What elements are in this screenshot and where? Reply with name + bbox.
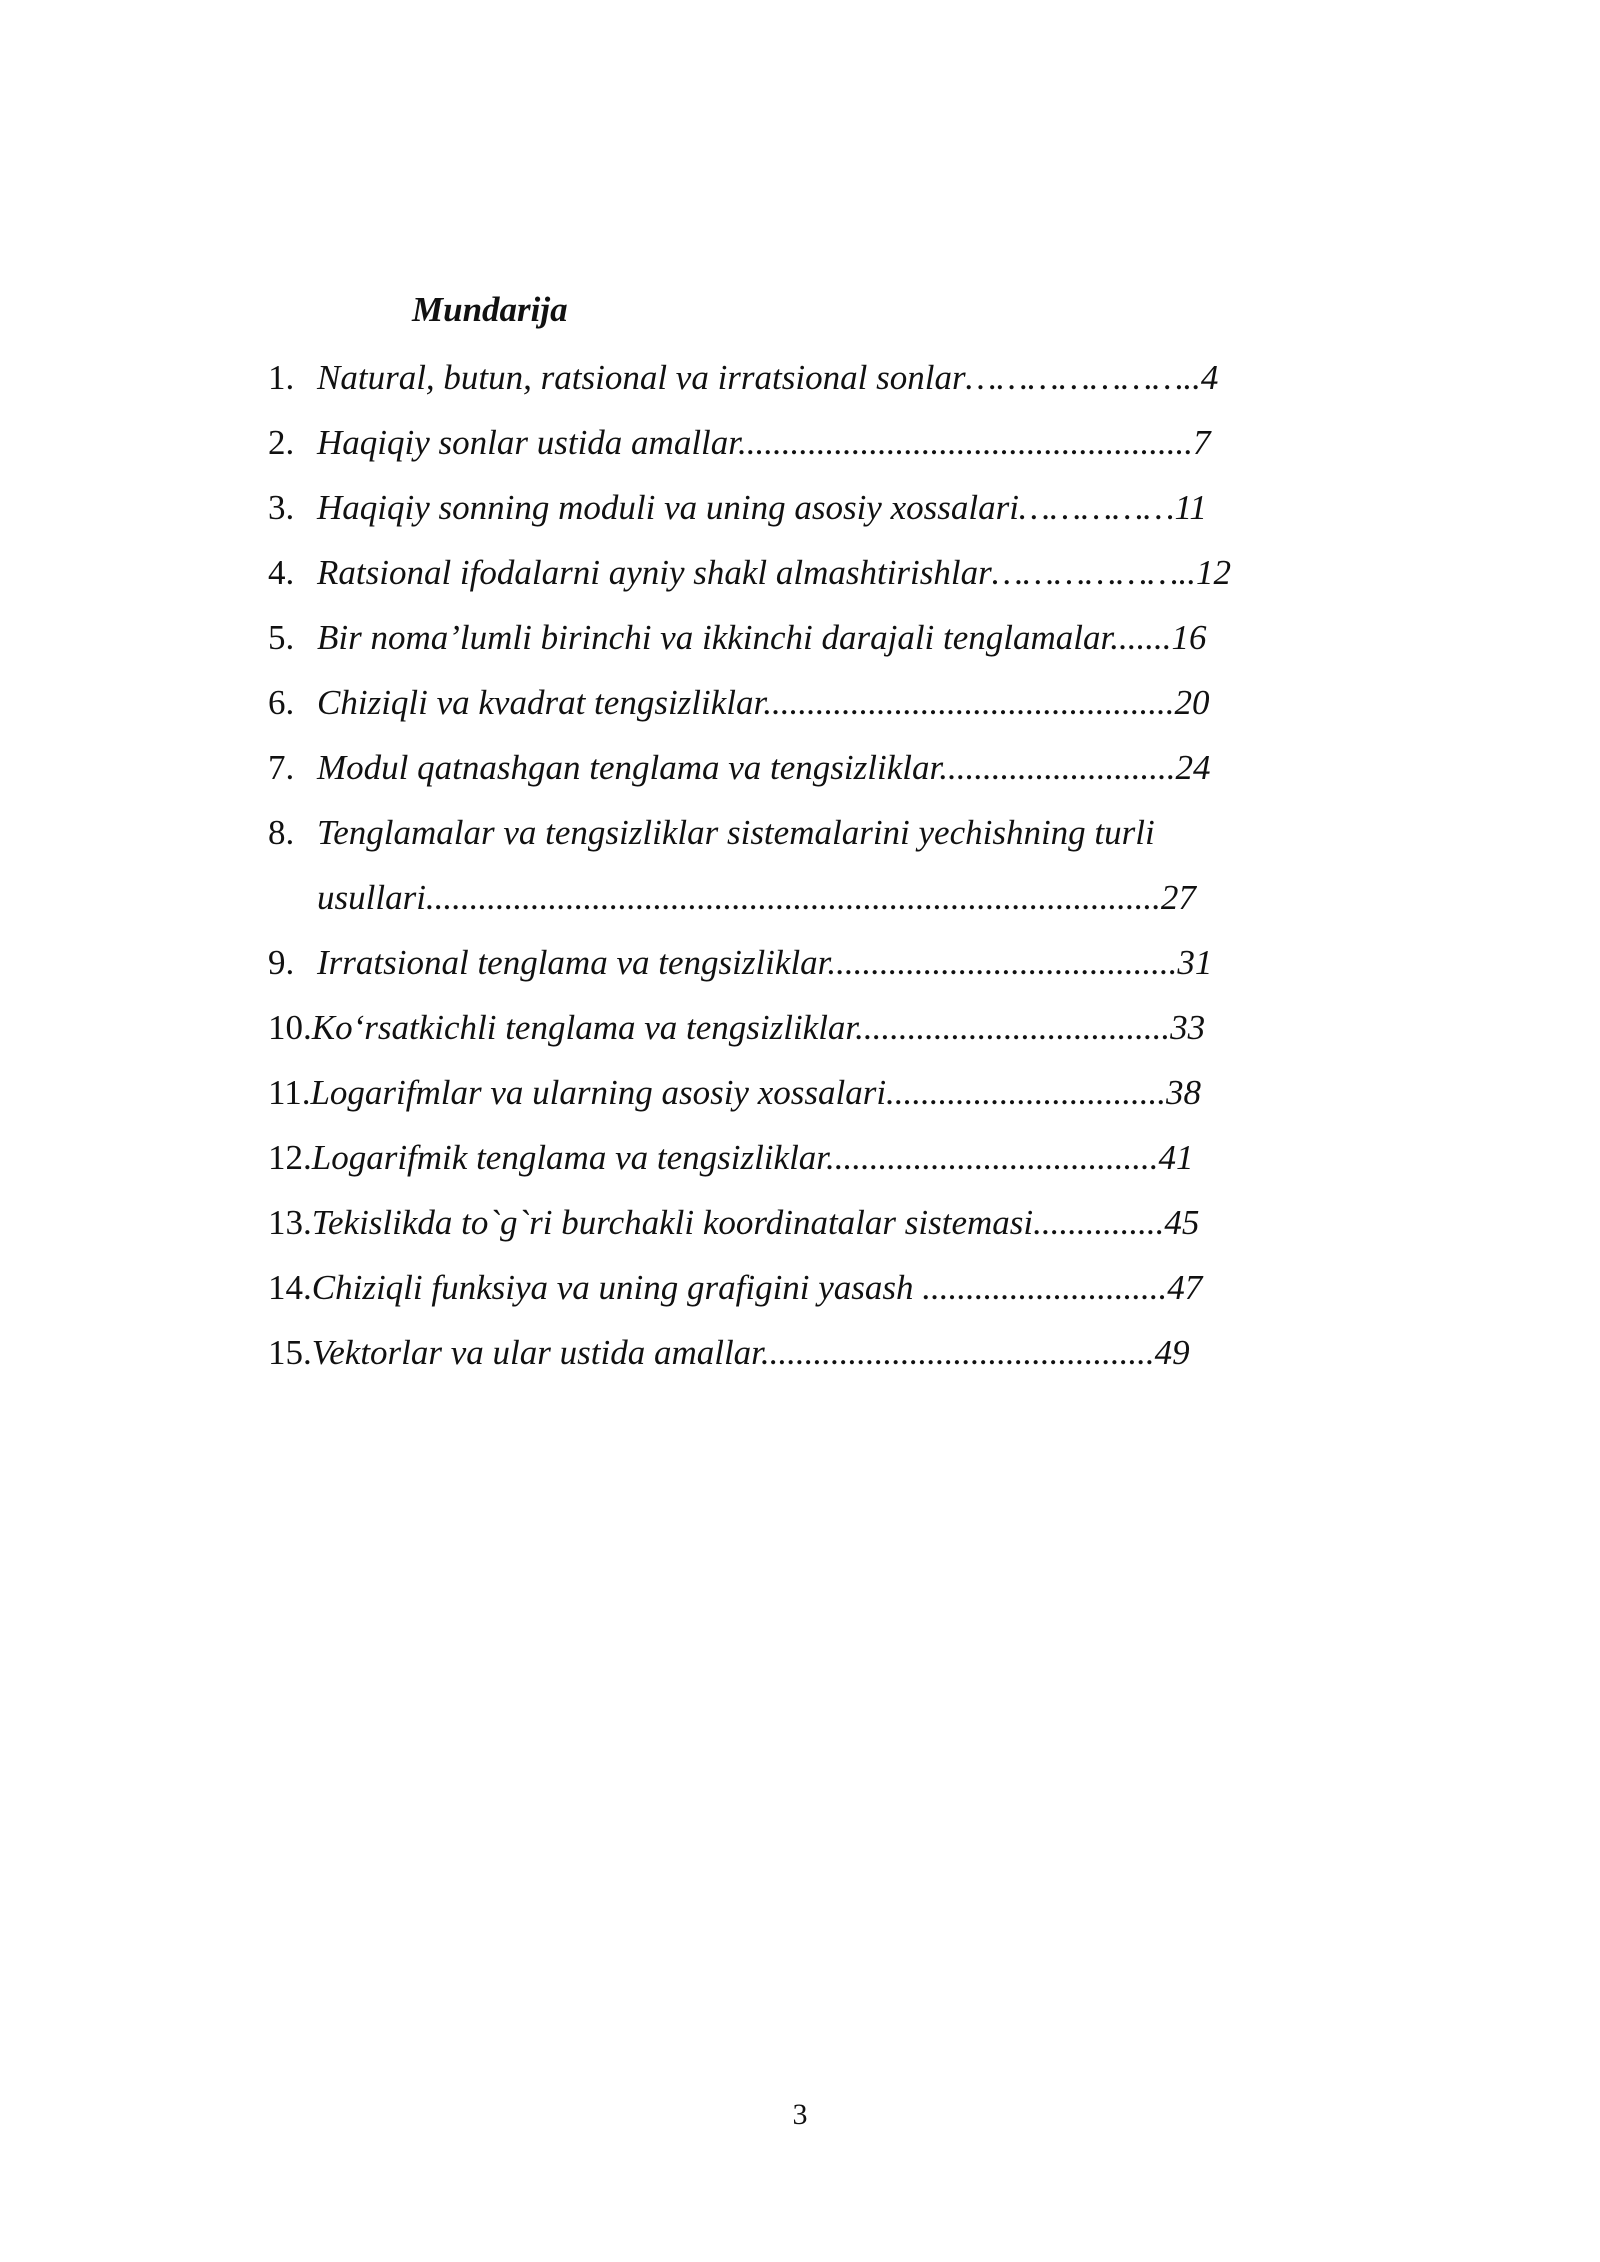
toc-entry-number: 2.	[268, 423, 295, 462]
toc-entry	[268, 746, 1210, 790]
toc-entry-text: Modul qatnashgan tenglama va tengsizliklar...........................24	[317, 748, 1211, 787]
toc-entry	[268, 486, 1207, 530]
toc-entry-text: Logarifmlar va ularning asosiy xossalari................................38	[310, 1073, 1202, 1112]
toc-entry-text: Ko‘rsatkichli tenglama va tengsizliklar....................................33	[311, 1008, 1206, 1047]
toc-entry-text: Logarifmik tenglama va tengsizliklar......................................41	[311, 1138, 1194, 1177]
toc-entry-number: 14.	[268, 1268, 312, 1307]
toc-entry	[268, 1071, 1201, 1115]
toc-entry	[268, 616, 1207, 660]
page-number: 3	[792, 2098, 808, 2131]
toc-entry	[268, 811, 1155, 855]
toc-title: Mundarija	[412, 290, 568, 329]
toc-entry	[268, 941, 1212, 985]
toc-entry-text: usullari....................................................................................27	[317, 878, 1196, 917]
toc-entry-text: Bir noma’lumli birinchi va ikkinchi darajali tenglamalar.......16	[317, 618, 1207, 657]
toc-entry-text: Irratsional tenglama va tengsizliklar........................................31	[317, 943, 1213, 982]
toc-entry-continuation	[317, 876, 1196, 920]
toc-entry-number: 11.	[268, 1073, 311, 1112]
toc-entry-text: Vektorlar va ular ustida amallar.............................................49	[311, 1333, 1190, 1372]
toc-entry-text: Chiziqli va kvadrat tengsizliklar...............................................20	[317, 683, 1210, 722]
toc-entry	[268, 421, 1211, 465]
toc-entry-text: Natural, butun, ratsional va irratsional sonlar…………………..4	[317, 358, 1219, 397]
toc-entry	[268, 1266, 1202, 1310]
toc-entry-text: Haqiqiy sonlar ustida amallar....................................................7	[317, 423, 1211, 462]
toc-entry-text: Tekislikda to`g`ri burchakli koordinatalar sistemasi...............45	[311, 1203, 1200, 1242]
toc-entry-number: 7.	[268, 748, 295, 787]
toc-entry-number: 15.	[268, 1333, 312, 1372]
toc-entry	[268, 1201, 1199, 1245]
toc-entry-number: 3.	[268, 488, 295, 527]
toc-entry	[268, 681, 1209, 725]
toc-entry-number: 5.	[268, 618, 295, 657]
toc-entry-number: 9.	[268, 943, 295, 982]
toc-entry-number: 13.	[268, 1203, 312, 1242]
toc-entry-number: 1.	[268, 358, 295, 397]
toc-entry-number: 8.	[268, 813, 295, 852]
toc-entry-text: Tenglamalar va tengsizliklar sistemalarini yechishning turli	[317, 813, 1155, 852]
toc-entry	[268, 1331, 1190, 1375]
toc-entry-number: 6.	[268, 683, 295, 722]
toc-entry	[268, 1136, 1194, 1180]
toc-entry	[268, 356, 1218, 400]
toc-entry-text: Chiziqli funksiya va uning grafigini yasash ............................47	[311, 1268, 1203, 1307]
toc-entry	[268, 1006, 1205, 1050]
toc-entry-text: Haqiqiy sonning moduli va uning asosiy xossalari……………11	[317, 488, 1207, 527]
toc-entry-number: 4.	[268, 553, 295, 592]
toc-entry	[268, 551, 1231, 595]
toc-entry-text: Ratsional ifodalarni ayniy shakl almashtirishlar………………..12	[317, 553, 1231, 592]
toc-entry-number: 12.	[268, 1138, 312, 1177]
toc-entry-number: 10.	[268, 1008, 312, 1047]
